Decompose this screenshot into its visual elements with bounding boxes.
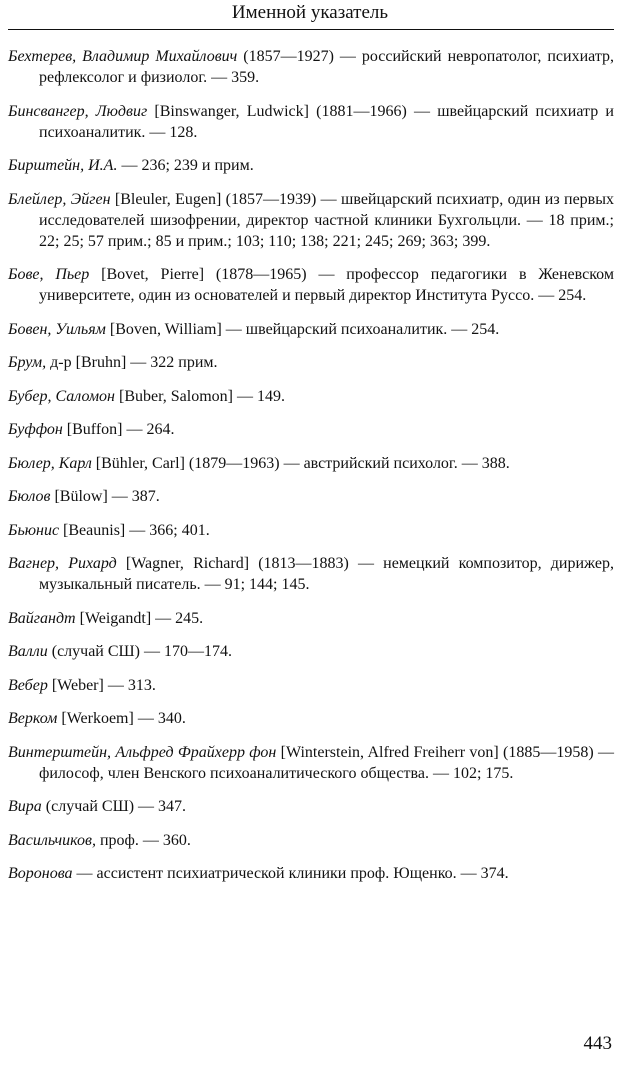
index-entry bbox=[8, 553, 614, 595]
index-entry bbox=[8, 608, 614, 629]
index-entry bbox=[8, 101, 614, 143]
entry-text: — 236; 239 и прим. bbox=[117, 157, 254, 174]
entry-text: [Bühler, Carl] (1879—1963) — австрийский психолог. — 388. bbox=[91, 454, 510, 472]
header-rule bbox=[8, 29, 614, 30]
index-entry bbox=[8, 486, 614, 507]
entry-name: Бьюнис bbox=[8, 521, 60, 539]
entry-name: Васильчиков, bbox=[8, 831, 96, 849]
index-entry bbox=[8, 863, 614, 884]
entry-name: Бовен, Уильям bbox=[8, 320, 106, 338]
index-entry bbox=[8, 742, 614, 784]
entry-name: Бехтерев, Владимир Михайлович bbox=[8, 48, 238, 65]
entry-name: Буффон bbox=[8, 421, 63, 438]
index-entry bbox=[8, 386, 614, 407]
entry-name: Валли bbox=[8, 643, 48, 660]
entry-name: Бюлер, Карл bbox=[8, 454, 92, 472]
entry-text: [Bovet, Pierre] (1878—1965) — профессор педагогики в Женевском университете, один из основателей и первый директор Института Руссо. — 254. bbox=[39, 266, 615, 304]
entry-name: Бюлов bbox=[8, 488, 51, 505]
entry-text: [Wagner, Richard] (1813—1883) — немецкий композитор, дирижер, музыкальный писатель. — 91; 144; 145. bbox=[39, 555, 614, 593]
entry-text: (случай СШ) — 347. bbox=[41, 798, 187, 815]
index-entry bbox=[8, 830, 614, 851]
index-entry bbox=[8, 352, 614, 373]
index-entry bbox=[8, 708, 614, 729]
page-number: 443 bbox=[583, 1033, 612, 1054]
entry-name: Винтерштейн, Альфред Фрайхерр фон bbox=[8, 743, 277, 761]
index-entries bbox=[8, 46, 614, 897]
index-entry bbox=[8, 520, 614, 541]
index-entry bbox=[8, 189, 614, 252]
index-entry bbox=[8, 46, 614, 88]
index-entry bbox=[8, 419, 614, 440]
entry-text: (1857—1927) — российский невропатолог, психиатр, рефлексолог и физиолог. — 359. bbox=[39, 48, 615, 86]
entry-text: проф. — 360. bbox=[95, 831, 191, 849]
entry-name: Вира bbox=[8, 798, 42, 815]
entry-text: [Weigandt] — 245. bbox=[75, 609, 204, 627]
entry-text: [Bleuler, Eugen] (1857—1939) — швейцарский психиатр, один из первых исследователей шизофрении, директор частной клиники Бухгольцли. — 18 прим.; 22; 25; 57 прим.; 85 и прим.; 103; 110; 138; 221; 245; 269; 363; 399. bbox=[39, 190, 614, 250]
entry-text: (случай СШ) — 170—174. bbox=[47, 643, 232, 660]
entry-text: [Weber] — 313. bbox=[47, 676, 156, 694]
entry-text: [Binswanger, Ludwick] (1881—1966) — швейцарский психиатр и психоаналитик. — 128. bbox=[39, 102, 614, 141]
entry-text: [Buffon] — 264. bbox=[62, 421, 175, 438]
entry-text: [Boven, William] — швейцарский психоаналитик. — 254. bbox=[105, 320, 500, 338]
entry-name: Бинсвангер, Людвиг bbox=[8, 102, 148, 120]
entry-name: Брум, bbox=[8, 354, 47, 371]
entry-name: Верком bbox=[8, 710, 58, 727]
entry-name: Вайгандт bbox=[8, 609, 76, 627]
entry-text: [Beaunis] — 366; 401. bbox=[59, 521, 210, 539]
entry-text: [Buber, Salomon] — 149. bbox=[114, 387, 285, 405]
entry-text: д-р [Bruhn] — 322 прим. bbox=[46, 354, 218, 371]
entry-name: Бирштейн, И.А. bbox=[8, 157, 118, 174]
entry-text: — ассистент психиатрической клиники проф. Ющенко. — 374. bbox=[72, 865, 509, 882]
entry-text: [Winterstein, Alfred Freiherr von] (1885—1958) — философ, член Венского психоаналитического общества. — 102; 175. bbox=[39, 743, 615, 782]
entry-name: Бубер, Саломон bbox=[8, 387, 115, 405]
entry-text: [Werkoem] — 340. bbox=[57, 710, 186, 727]
entry-name: Воронова bbox=[8, 865, 73, 882]
entry-text: [Bülow] — 387. bbox=[50, 488, 160, 505]
index-entry bbox=[8, 675, 614, 696]
index-entry bbox=[8, 155, 614, 176]
entry-name: Блейлер, Эйген bbox=[8, 190, 111, 208]
index-entry bbox=[8, 641, 614, 662]
index-entry bbox=[8, 264, 614, 306]
running-head: Именной указатель bbox=[231, 2, 389, 23]
entry-name: Вебер bbox=[8, 676, 48, 694]
index-entry bbox=[8, 796, 614, 817]
entry-name: Бове, Пьер bbox=[8, 266, 90, 283]
entry-name: Вагнер, Рихард bbox=[8, 555, 117, 572]
index-entry bbox=[8, 319, 614, 340]
index-entry bbox=[8, 453, 614, 474]
